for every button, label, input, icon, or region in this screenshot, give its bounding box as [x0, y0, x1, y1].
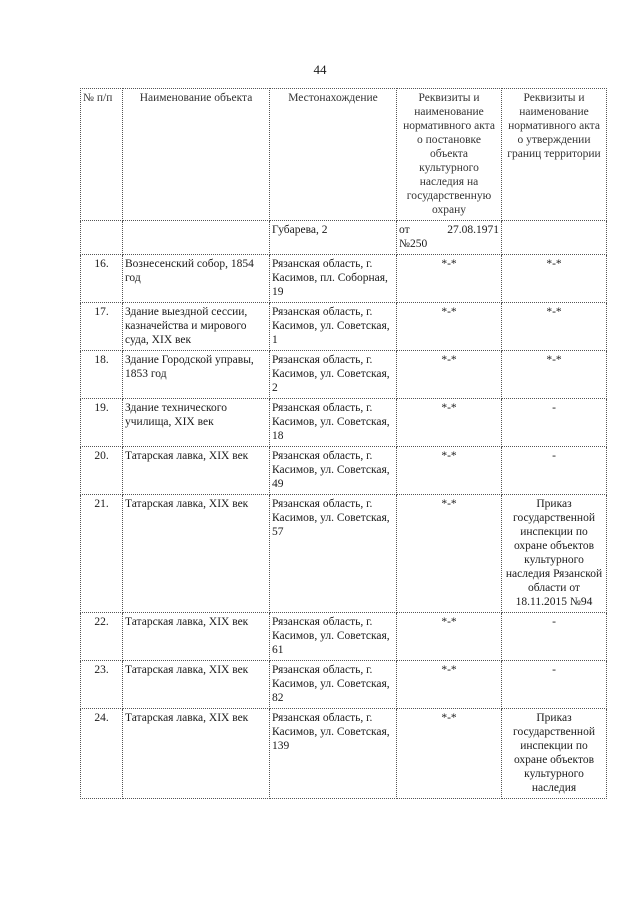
header-boundary-act: Реквизиты и наименование нормативного акта о утверждении границ территории — [502, 89, 607, 221]
cell-boundary-act: *-* — [502, 255, 607, 303]
cell-name: Татарская лавка, XIX век — [123, 495, 270, 613]
table-row — [81, 661, 607, 709]
cell-protection-act: *-* — [397, 303, 502, 351]
cell-location: Рязанская область, г. Касимов, ул. Советская, 18 — [270, 399, 397, 447]
cell-protection-act: *-* — [397, 399, 502, 447]
cell-num: 19. — [81, 399, 123, 447]
cell-location: Рязанская область, г. Касимов, ул. Советская, 61 — [270, 613, 397, 661]
cell-num: 24. — [81, 709, 123, 799]
continuation-act — [397, 221, 502, 255]
table-header-row — [81, 89, 607, 221]
cell-num: 23. — [81, 661, 123, 709]
cell-name: Татарская лавка, XIX век — [123, 661, 270, 709]
cell-name: Здание выездной сессии, казначейства и мирового суда, XIX век — [123, 303, 270, 351]
cell-boundary-act: - — [502, 447, 607, 495]
cell-protection-act: *-* — [397, 351, 502, 399]
cell-protection-act: *-* — [397, 255, 502, 303]
cell-boundary-act: - — [502, 613, 607, 661]
page-number: 44 — [313, 62, 327, 77]
cell-boundary-act: Приказ государственной инспекции по охране объектов культурного наследия Рязанской области от 18.11.2015 №94 — [502, 495, 607, 613]
continuation-boundary — [502, 221, 607, 255]
cell-protection-act: *-* — [397, 613, 502, 661]
cell-location: Рязанская область, г. Касимов, ул. Советская, 2 — [270, 351, 397, 399]
cell-boundary-act: *-* — [502, 303, 607, 351]
cell-location: Рязанская область, г. Касимов, ул. Советская, 49 — [270, 447, 397, 495]
cell-name: Здание Городской управы, 1853 год — [123, 351, 270, 399]
cell-protection-act: *-* — [397, 661, 502, 709]
table-row — [81, 447, 607, 495]
table-row — [81, 495, 607, 613]
cell-location: Рязанская область, г. Касимов, ул. Советская, 139 — [270, 709, 397, 799]
cell-boundary-act: *-* — [502, 351, 607, 399]
table-row — [81, 709, 607, 799]
cell-location: Рязанская область, г. Касимов, ул. Советская, 82 — [270, 661, 397, 709]
continuation-act-number: №250 — [399, 238, 428, 250]
cell-boundary-act: - — [502, 399, 607, 447]
cell-name: Татарская лавка, XIX век — [123, 613, 270, 661]
cell-num: 18. — [81, 351, 123, 399]
header-location: Местонахождение — [270, 89, 397, 221]
cell-name: Вознесенский собор, 1854 год — [123, 255, 270, 303]
table-row — [81, 255, 607, 303]
table-row — [81, 613, 607, 661]
header-num: № п/п — [81, 89, 123, 221]
cell-location: Рязанская область, г. Касимов, ул. Советская, 1 — [270, 303, 397, 351]
cell-location: Рязанская область, г. Касимов, пл. Соборная, 19 — [270, 255, 397, 303]
table-row — [81, 351, 607, 399]
cell-num: 20. — [81, 447, 123, 495]
cell-name: Татарская лавка, XIX век — [123, 709, 270, 799]
cell-location: Рязанская область, г. Касимов, ул. Советская, 57 — [270, 495, 397, 613]
cell-name: Здание технического училища, XIX век — [123, 399, 270, 447]
table-row — [81, 399, 607, 447]
cell-protection-act: *-* — [397, 447, 502, 495]
cell-num: 21. — [81, 495, 123, 613]
continuation-num — [81, 221, 123, 255]
cell-num: 16. — [81, 255, 123, 303]
cell-boundary-act: Приказ государственной инспекции по охране объектов культурного наследия — [502, 709, 607, 799]
cell-num: 22. — [81, 613, 123, 661]
continuation-act-date: 27.08.1971 — [447, 224, 499, 236]
cell-protection-act: *-* — [397, 709, 502, 799]
heritage-table — [80, 88, 607, 799]
cell-name: Татарская лавка, XIX век — [123, 447, 270, 495]
table-row — [81, 303, 607, 351]
cell-protection-act: *-* — [397, 495, 502, 613]
continuation-row — [81, 221, 607, 255]
cell-num: 17. — [81, 303, 123, 351]
header-protection-act: Реквизиты и наименование нормативного акта о постановке объекта культурного наследия на государственную охрану — [397, 89, 502, 221]
continuation-location: Губарева, 2 — [270, 221, 397, 255]
continuation-act-prefix: от — [399, 224, 410, 236]
header-name: Наименование объекта — [123, 89, 270, 221]
continuation-name — [123, 221, 270, 255]
cell-boundary-act: - — [502, 661, 607, 709]
